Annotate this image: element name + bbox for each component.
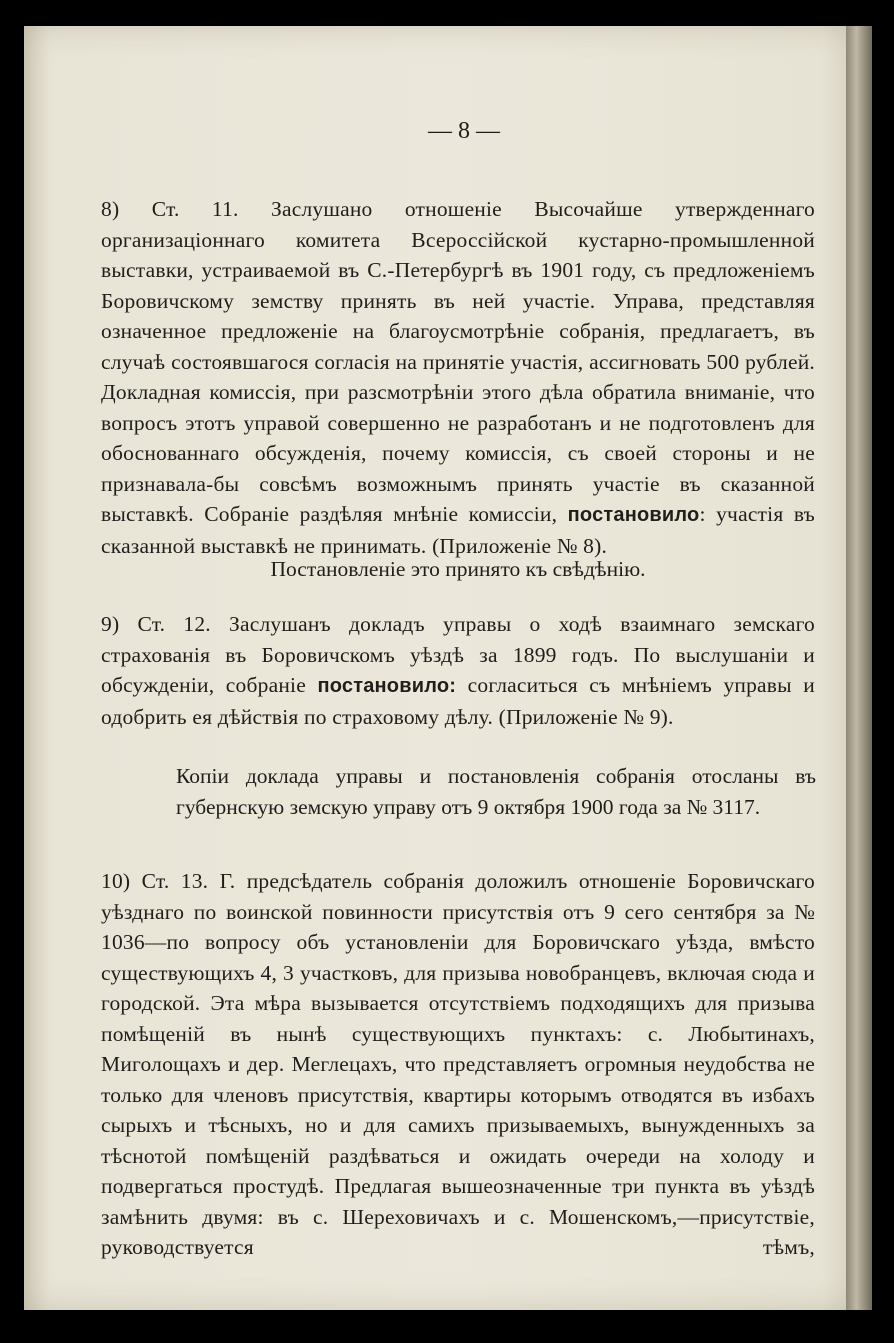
copies-note: Копіи доклада управы и постановленія собранія отосланы въ губернскую земскую управу отъ 9 октября 1900 года за № 3117. [176, 764, 816, 819]
item-9-decision-text: согласиться съ мнѣніемъ управы и одобрить ея дѣйствія по страховому дѣлу. (Приложеніе № 9). [101, 673, 815, 729]
item-9-text: 9) Ст. 12. Заслушанъ докладъ управы о ходѣ взаимнаго земскаго страхованія въ Боровичскомъ уѣздѣ за 1899 годъ. По выслушаніи и обсужденіи, собраніе [101, 612, 815, 697]
item-8-decision-text: : участія въ сказанной выставкѣ не принимать. (Приложеніе № 8). [101, 502, 815, 558]
page-number: — 8 — [428, 118, 500, 144]
book-page [24, 26, 872, 1310]
book-spine-edge [846, 26, 872, 1310]
item-8-text: 8) Ст. 11. Заслушано отношеніе Высочайше утвержденнаго организаціоннаго комитета Всероссійской кустарно-промышленной выставки, устраиваемой въ С.-Петербургѣ въ 1901 году, съ предложеніемъ Боровичскому земству принять въ ней участіе. Управа, представляя означенное предложеніе на благоусмотрѣніе собранія, предлагаетъ, въ случаѣ состоявшагося согласія на принятіе участія, ассигновать 500 рублей. Докладная комиссія, при разсмотрѣніи этого дѣла обратила вниманіе, что вопросъ этотъ управой совершенно не разработанъ и не подготовленъ для обоснованнаго обсужденія, почему комиссія, съ своей стороны и не признавала-бы совсѣмъ возможнымъ принять участіе въ сказанной выставкѣ. Собраніе раздѣляя мнѣніе комиссіи, [101, 197, 815, 526]
paragraph-item-10: 10) Ст. 13. Г. предсѣдатель собранія доложилъ отношеніе Боровичскаго уѣзднаго по воинской повинности присутствія отъ 9 сего сентября за № 1036—по вопросу объ установленіи для Боровичскаго уѣзда, вмѣсто существующихъ 4, 3 участковъ, для призыва новобранцевъ, включая сюда и городской. Эта мѣра вызывается отсутствіемъ подходящихъ для призыва помѣщеній въ нынѣ существующихъ пунктахъ: с. Любытинахъ, Миголощахъ и дер. Меглецахъ, что представляетъ огромныя неудобства не только для членовъ присутствія, квартиры которымъ отводятся въ избахъ сырыхъ и тѣсныхъ, но и для самихъ призываемыхъ, вынужденныхъ за тѣснотой помѣщеній раздѣваться и ожидать очереди на холоду и подвергаться простудѣ. Предлагая вышеозначенные три пункта въ уѣздѣ замѣнить двумя: въ с. Шереховичахъ и с. Мошенскомъ,—присутствіе, руководствуется тѣмъ, [101, 869, 815, 1259]
resolution-note: Постановленіе это принято къ свѣдѣнію. [270, 557, 646, 581]
paragraph-item-9 [101, 609, 815, 732]
item-9-decision-keyword: постановило: [317, 675, 457, 697]
paragraph-item-8 [101, 194, 815, 561]
item-8-decision-keyword: постановило [567, 504, 700, 526]
